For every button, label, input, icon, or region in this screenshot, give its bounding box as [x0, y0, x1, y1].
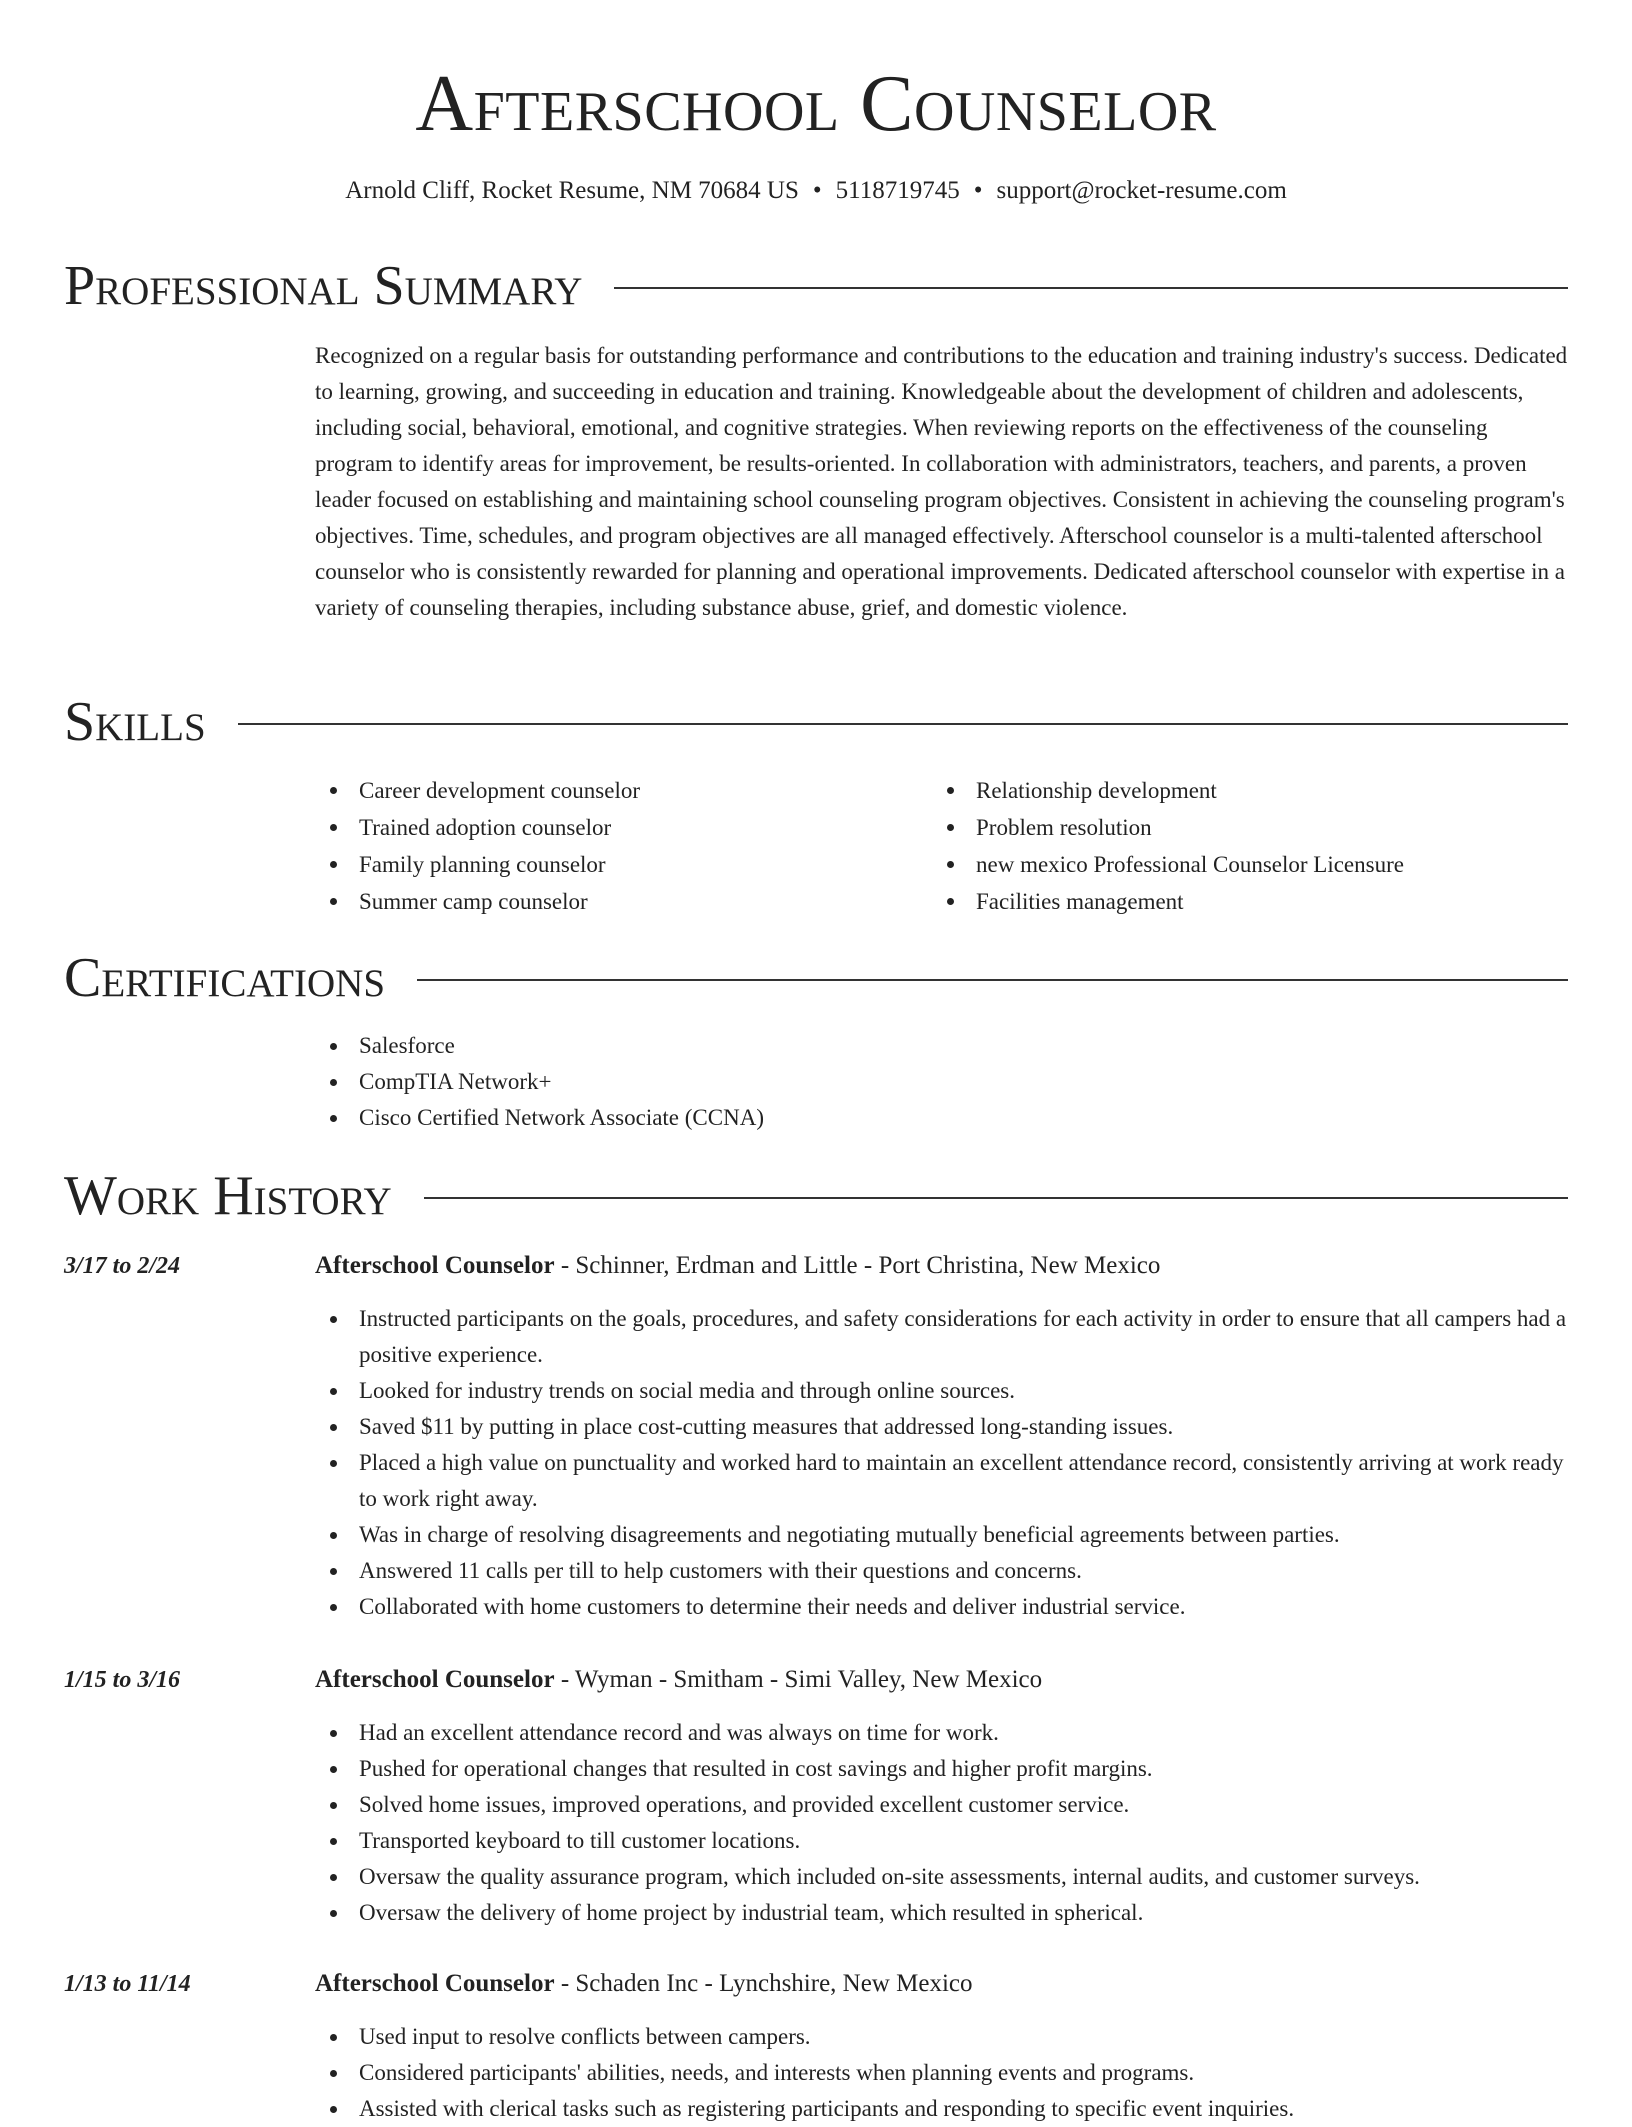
job-title: Afterschool Counselor [315, 1970, 555, 1997]
job-employer: - Schinner, Erdman and Little - Port Christina, New Mexico [554, 1252, 1161, 1279]
job-bullet: Placed a high value on punctuality and worked hard to maintain an excellent attendance record, consistently arriving at work ready to work right away. [315, 1445, 1568, 1517]
contact-line [0, 174, 1632, 208]
certification-item: Salesforce [315, 1028, 1115, 1064]
summary-text: Recognized on a regular basis for outstanding performance and contributions to the education and training industry's success. Dedicated to learning, growing, and succeeding in education and training. Knowledgeable about the development of children and adolescents, including social, behavioral, emotional, and cognitive strategies. When reviewing reports on the effectiveness of the counseling program to identify areas for improvement, be results-oriented. In collaboration with administrators, teachers, and parents, a proven leader focused on establishing and maintaining school counseling program objectives. Consistent in achieving the counseling program's objectives. Time, schedules, and program objectives are all managed effectively. Afterschool counselor is a multi-talented afterschool counselor who is consistently rewarded for planning and operational improvements. Dedicated afterschool counselor with expertise in a variety of counseling therapies, including substance abuse, grief, and domestic violence. [315, 343, 1568, 620]
job-bullet: Pushed for operational changes that resulted in cost savings and higher profit margins. [315, 1751, 1568, 1787]
skills-list-right [932, 772, 1532, 920]
contact-email: support@rocket-resume.com [996, 177, 1287, 204]
job-dates: 1/13 to 11/14 [64, 1971, 191, 1997]
skill-item: Relationship development [932, 772, 1532, 809]
section-header-skills [64, 690, 1568, 754]
skill-item: Facilities management [932, 883, 1532, 920]
section-title-work-history: Work History [64, 1165, 392, 1227]
section-divider [238, 723, 1568, 725]
job-dates: 1/15 to 3/16 [64, 1667, 181, 1693]
skills-list-left [315, 772, 915, 920]
job-heading [315, 1248, 1568, 1284]
section-header-summary [64, 254, 1568, 318]
job-bullets [315, 1301, 1568, 1625]
section-divider [614, 287, 1568, 289]
contact-address: Arnold Cliff, Rocket Resume, NM 70684 US [345, 177, 799, 204]
job-bullet: Was in charge of resolving disagreements and negotiating mutually beneficial agreements between parties. [315, 1517, 1568, 1553]
job-bullet: Collaborated with home customers to determine their needs and deliver industrial service. [315, 1589, 1568, 1625]
job-dates: 3/17 to 2/24 [64, 1253, 181, 1279]
job-bullet: Looked for industry trends on social media and through online sources. [315, 1373, 1568, 1409]
job-heading [315, 1662, 1568, 1698]
resume-title: Afterschool Counselor [415, 60, 1217, 148]
job-bullet: Considered participants' abilities, needs, and interests when planning events and programs. [315, 2055, 1568, 2091]
section-divider [424, 1197, 1568, 1199]
section-header-certifications [64, 946, 1568, 1010]
skill-item: Summer camp counselor [315, 883, 915, 920]
job-employer: - Wyman - Smitham - Simi Valley, New Mexico [554, 1666, 1043, 1693]
job-bullet: Transported keyboard to till customer locations. [315, 1823, 1568, 1859]
job-bullet: Had an excellent attendance record and was always on time for work. [315, 1715, 1568, 1751]
section-divider [417, 979, 1568, 981]
job-title: Afterschool Counselor [315, 1252, 555, 1279]
skill-item: Family planning counselor [315, 846, 915, 883]
skill-item: Career development counselor [315, 772, 915, 809]
job-bullet: Saved $11 by putting in place cost-cutting measures that addressed long-standing issues. [315, 1409, 1568, 1445]
job-employer: - Schaden Inc - Lynchshire, New Mexico [554, 1970, 973, 1997]
job-bullet: Assisted with clerical tasks such as registering participants and responding to specific event inquiries. [315, 2091, 1568, 2127]
certifications-list [315, 1028, 1115, 1136]
contact-phone: 5118719745 [835, 177, 960, 204]
section-title-summary: Professional Summary [64, 255, 583, 317]
job-bullet: Used input to resolve conflicts between campers. [315, 2019, 1568, 2055]
job-bullets [315, 1715, 1568, 1931]
section-title-skills: Skills [64, 691, 206, 753]
job-bullet: Oversaw the quality assurance program, which included on-site assessments, internal audits, and customer surveys. [315, 1859, 1568, 1895]
job-bullet: Answered 11 calls per till to help customers with their questions and concerns. [315, 1553, 1568, 1589]
job-bullet: Solved home issues, improved operations, and provided excellent customer service. [315, 1787, 1568, 1823]
job-heading [315, 1966, 1568, 2002]
job-bullets [315, 2019, 1568, 2127]
certification-item: Cisco Certified Network Associate (CCNA) [315, 1100, 1115, 1136]
section-title-certifications: Certifications [64, 947, 386, 1009]
job-bullet: Oversaw the delivery of home project by industrial team, which resulted in spherical. [315, 1895, 1568, 1931]
skill-item: Trained adoption counselor [315, 809, 915, 846]
job-title: Afterschool Counselor [315, 1666, 555, 1693]
skill-item: Problem resolution [932, 809, 1532, 846]
contact-separator: • [812, 177, 822, 204]
contact-separator: • [973, 177, 983, 204]
certification-item: CompTIA Network+ [315, 1064, 1115, 1100]
job-bullet: Instructed participants on the goals, procedures, and safety considerations for each activity in order to ensure that all campers had a positive experience. [315, 1301, 1568, 1373]
skill-item: new mexico Professional Counselor Licensure [932, 846, 1532, 883]
section-header-work-history [64, 1164, 1568, 1228]
